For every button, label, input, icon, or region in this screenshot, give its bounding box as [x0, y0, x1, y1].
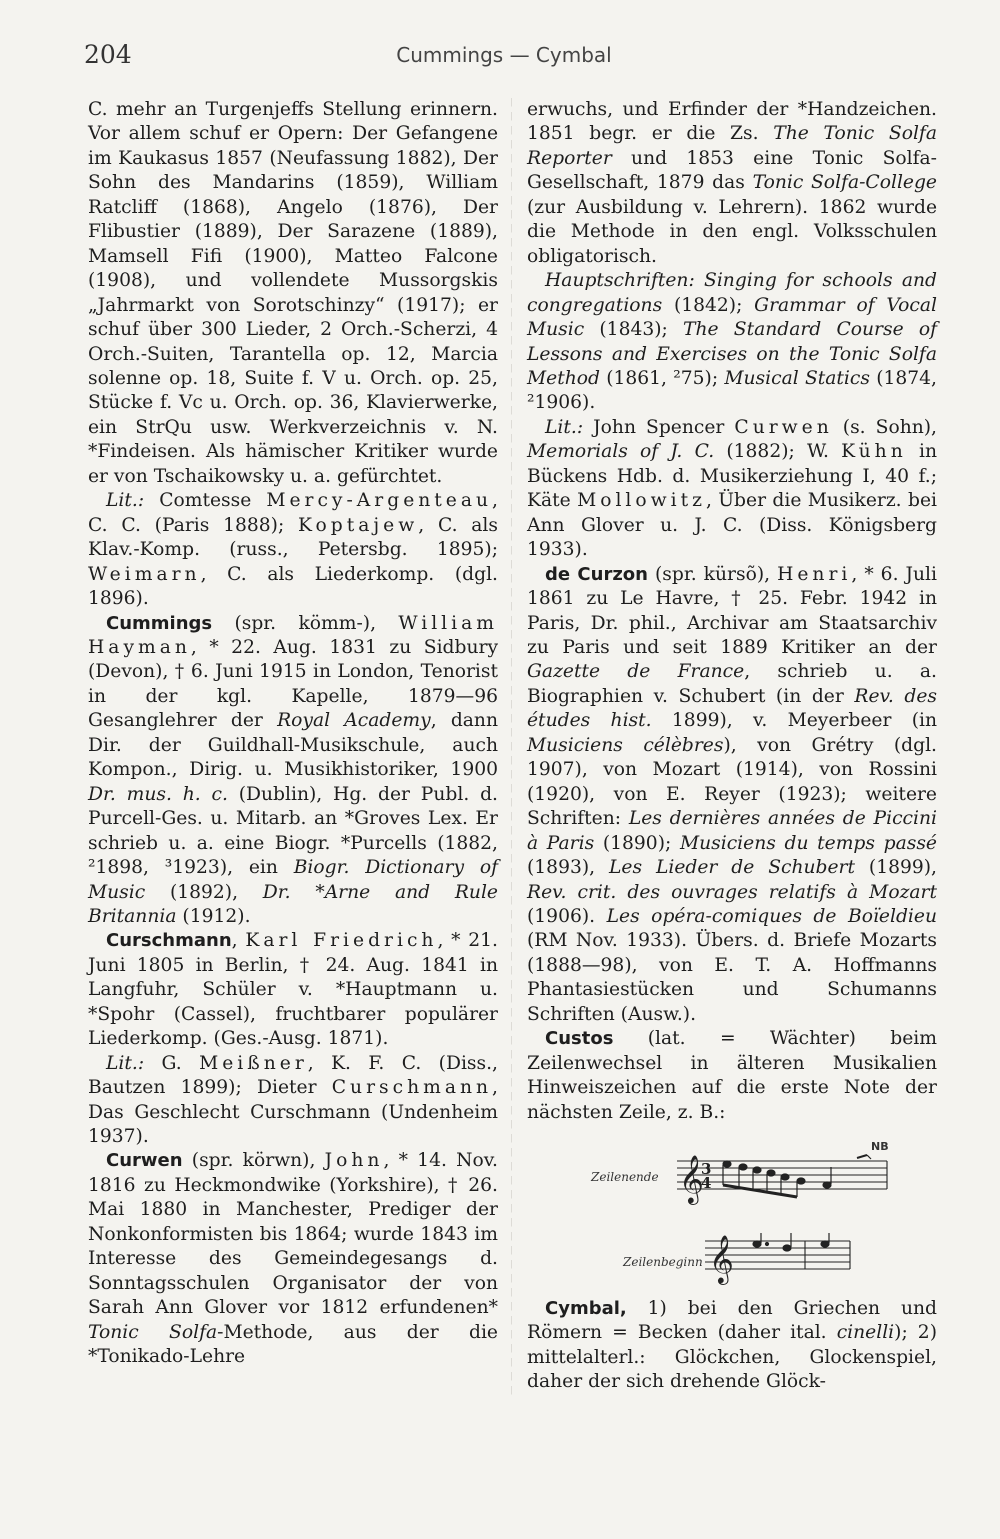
author-name: Curwen	[734, 416, 833, 438]
column-rule	[511, 98, 512, 1398]
entry-text: (1842);	[662, 294, 755, 316]
italic-title: Dr. mus. h. c.	[88, 783, 228, 805]
entry-text: (1892),	[145, 881, 263, 903]
lit-text: in Bückens Hdb. d. Musikerziehung I, 40 f.; Käte	[527, 441, 937, 512]
italic-title: Rev. des études hist.	[527, 685, 938, 732]
staff-line-begin	[705, 1233, 855, 1289]
author-name: Mercy-Argenteau	[266, 490, 493, 512]
entry-text: (1890);	[594, 832, 680, 854]
entry-text: -Methode, aus der die *Tonikado-Lehre	[88, 1321, 498, 1368]
entry-text: und 1853 eine Tonic Solfa-Gesellschaft, 1879 das	[527, 147, 937, 194]
person-name: William Hayman	[88, 612, 498, 658]
entry-text: (spr. kömm-),	[212, 612, 399, 634]
headword: de Curzon	[545, 563, 648, 585]
italic-title: Musiciens célèbres	[527, 734, 724, 756]
italic-title: Hauptschriften: Singing for schools and congregations	[527, 270, 937, 316]
entry-text: (1874, ²1906).	[527, 367, 937, 414]
lit-text: John Spencer	[583, 416, 735, 438]
continued-paragraph: C. mehr an Turgenjeffs Stellung erinnern. Vor allem schuf er Opern: Der Gefangene im Kaukasus 1857 (Neufassung 1882), Der Sohn des Mandarins (1859), William Ratcliff (1868), Angelo (1876), Der Flibustier (1889), Der Sarazene (1889), Mamsell Fifi (1900), Matteo Falcone (1908), und vollendete Mussorgskis „Jahrmarkt von Sorotschinzy“ (1917); er schuf über 300 Lieder, 2 Orch.-Scherzi, 4 Orch.-Suiten, Tarantella op. 12, Marcia solenne op. 18, Suite f. V u. Orch. op. 25, Stücke f. Vc u. Orch. op. 36, Klavierwerke, ein StrQu usw. Werkverzeichnis v. N. *Findeisen. Als hämischer Kritiker wurde er von Tschaikowsky u. a. gefürchtet.	[88, 99, 498, 487]
italic-title: Tonic Solfa	[88, 1321, 218, 1343]
entry-text: (1906).	[527, 905, 607, 927]
line-begin-label: Zeilenbeginn	[623, 1255, 703, 1270]
lit-text: (1882); W.	[714, 441, 842, 463]
entry-text: , * 14. Nov. 1816 zu Heckmondwike (Yorkshire), † 26. Mai 1880 in Manchester, Prediger der Nonkonformisten bis 1864; wurde 1843 im Interesse des Gemeindegesangs d. Sonntagsschulen Organisator der von Sarah Ann Glover vor 1812 erfundenen*	[88, 1150, 498, 1319]
italic-title: Biogr. Dictionary of Music	[88, 857, 498, 903]
italic-title: Musiciens du temps passé	[679, 832, 937, 854]
entry-text: (zur Ausbildung v. Lehrern). 1862 wurde die Methode in den engl. Volksschulen obligatorisch.	[527, 196, 937, 267]
entry-text: (1861, ²75);	[599, 367, 725, 389]
right-column	[527, 98, 937, 1395]
entry-text: , * 6. Juli 1861 zu Le Havre, † 25. Febr. 1942 in Paris, Dr. phil., Archivar am Staatsarchiv zu Paris und seit 1889 Kritiker an der	[527, 563, 937, 658]
entry-cummings	[88, 612, 498, 930]
lit-label: Lit.:	[106, 490, 145, 512]
entry-text: ,	[231, 930, 246, 952]
entry-text: ); 2) mittelalterl.: Glöckchen, Glockenspiel, daher der sich drehende Glöck-	[527, 1322, 937, 1393]
entry-text: ), von Grétry (dgl. 1907), von Mozart (1914), von Rossini (1920), von E. Reyer (1923); weitere Schriften:	[527, 734, 937, 830]
entry-text: (spr. körwn),	[182, 1150, 325, 1172]
page-number: 204	[84, 40, 132, 69]
entry-curschmann	[88, 929, 498, 1051]
lit-text: (s. Sohn),	[832, 416, 938, 438]
entry-text: (spr. kürsõ),	[648, 563, 778, 585]
person-name: Karl Friedrich	[245, 930, 438, 952]
italic-title: Les Lieder de Schubert	[609, 857, 856, 879]
italic-title: Musical Statics	[724, 367, 870, 389]
literature-note	[88, 1052, 498, 1150]
entry-text: (Dublin), Hg. der Publ. d. Purcell-Ges. u. Mitarb. an *Groves Lex. Er schrieb u. a. eine Biogr. *Purcells (1882, ²1898, ³1923), ein	[88, 783, 498, 879]
entry-cymbal	[527, 1297, 937, 1395]
lit-text: , C. als Liederkomp. (dgl. 1896).	[88, 563, 498, 610]
italic-title: The Tonic Solfa Reporter	[527, 123, 937, 169]
person-name: John	[324, 1150, 384, 1172]
italic-title: Les opéra-comiques de Boïeldieu	[606, 905, 937, 927]
custos-music-example	[527, 1129, 937, 1289]
page-header	[84, 40, 924, 76]
entry-text: (1912).	[176, 905, 251, 927]
italic-title: Dr. *Arne and Rule Britannia	[88, 881, 498, 927]
lit-text: G.	[144, 1052, 200, 1074]
italic-title: Les dernières années de Piccini à Paris	[527, 808, 937, 854]
headword: Curwen	[106, 1150, 183, 1172]
entry-text: , * 22. Aug. 1831 zu Sidbury (Devon), † 6. Juni 1915 in London, Tenorist in der kgl. Kapelle, 1879—96 Gesanglehrer der	[88, 636, 498, 732]
person-name: Henri	[777, 563, 852, 585]
lit-text: Comtesse	[144, 490, 267, 512]
continued-paragraph	[527, 98, 937, 269]
italic-title: Royal Academy	[277, 710, 431, 732]
author-name: Weimarn	[88, 563, 201, 585]
entry-text: (RM Nov. 1933). Übers. d. Briefe Mozarts (1888—98), von E. T. A. Hoffmanns Phantasiestücken und Schumanns Schriften (Ausw.).	[527, 930, 937, 1025]
italic-title: Memorials of J. C.	[527, 441, 715, 463]
italic-title: Gazette de France	[527, 661, 745, 683]
lit-text: , Über die Musikerz. bei Ann Glover u. J. C. (Diss. Königsberg 1933).	[527, 490, 937, 561]
staff-line-end	[677, 1143, 892, 1217]
italic-title: Tonic Solfa-College	[752, 172, 937, 194]
author-name: Meißner	[199, 1052, 308, 1074]
italic-title: The Standard Course of Lessons and Exercises on the Tonic Solfa Method	[527, 319, 937, 389]
entry-text: (1893),	[527, 857, 609, 879]
author-name: Curschmann	[331, 1077, 493, 1099]
lit-text: , C. C. (Paris 1888);	[88, 490, 498, 536]
left-column	[88, 98, 498, 1370]
author-name: Kühn	[841, 441, 907, 463]
main-writings	[527, 269, 937, 416]
headword: Cummings	[106, 612, 213, 634]
headword: Cymbal,	[545, 1298, 627, 1320]
lit-text: , C. als Klav.-Komp. (russ., Petersbg. 1895);	[88, 514, 498, 561]
running-head: Cummings — Cymbal	[396, 43, 612, 67]
entry-text: (1843);	[584, 319, 684, 341]
entry-de-curzon	[527, 563, 937, 1028]
italic-title: Grammar of Vocal Music	[527, 294, 937, 341]
lit-label: Lit.:	[106, 1052, 145, 1074]
literature-note	[527, 416, 937, 563]
time-signature-top: 3	[701, 1160, 712, 1179]
entry-text: (1899),	[855, 857, 938, 879]
lit-text: , Das Geschlecht Curschmann (Undenheim 1937).	[88, 1077, 498, 1148]
nb-mark: NB	[871, 1140, 889, 1154]
headword: Custos	[545, 1028, 614, 1050]
author-name: Mollowitz	[577, 490, 706, 512]
entry-text: , dann Dir. der Guildhall-Musikschule, auch Kompon., Dirig. u. Musikhistoriker, 1900	[88, 710, 499, 781]
entry-text: erwuchs, und Erfinder der *Handzeichen. 1851 begr. er die Zs.	[527, 99, 937, 145]
treble-clef-icon: 𝄞	[709, 1234, 734, 1284]
entry-text: 1899), v. Meyerbeer (in	[651, 710, 937, 732]
lit-text: , K. F. C. (Diss., Bautzen 1899); Dieter	[88, 1052, 498, 1099]
entry-text: (lat. = Wächter) beim Zeilenwechsel in älteren Musikalien Hinweiszeichen auf die erste Note der nächsten Zeile, z. B.:	[527, 1028, 937, 1123]
author-name: Koptajew	[298, 514, 419, 536]
headword: Curschmann	[106, 930, 232, 952]
literature-note	[88, 489, 498, 611]
treble-clef-icon: 𝄞	[679, 1154, 704, 1204]
line-end-label: Zeilenende	[591, 1170, 659, 1185]
entry-custos	[527, 1027, 937, 1125]
italic-title: Rev. crit. des ouvrages relatifs à Mozart	[527, 881, 937, 903]
entry-text: , * 21. Juni 1805 in Berlin, † 24. Aug. 1841 in Langfuhr, Schüler v. *Hauptmann u. *Spohr (Cassel), fruchtbarer populärer Liederkomp. (Ges.-Ausg. 1871).	[88, 930, 498, 1050]
italic-title: cinelli	[836, 1322, 895, 1344]
lit-label: Lit.:	[545, 416, 584, 438]
entry-text: 1) bei den Griechen und Römern = Becken (daher ital.	[527, 1298, 937, 1344]
time-signature-bottom: 4	[701, 1174, 712, 1193]
entry-text: , schrieb u. a. Biographien v. Schubert (in der	[527, 661, 938, 707]
entry-curwen	[88, 1149, 498, 1369]
